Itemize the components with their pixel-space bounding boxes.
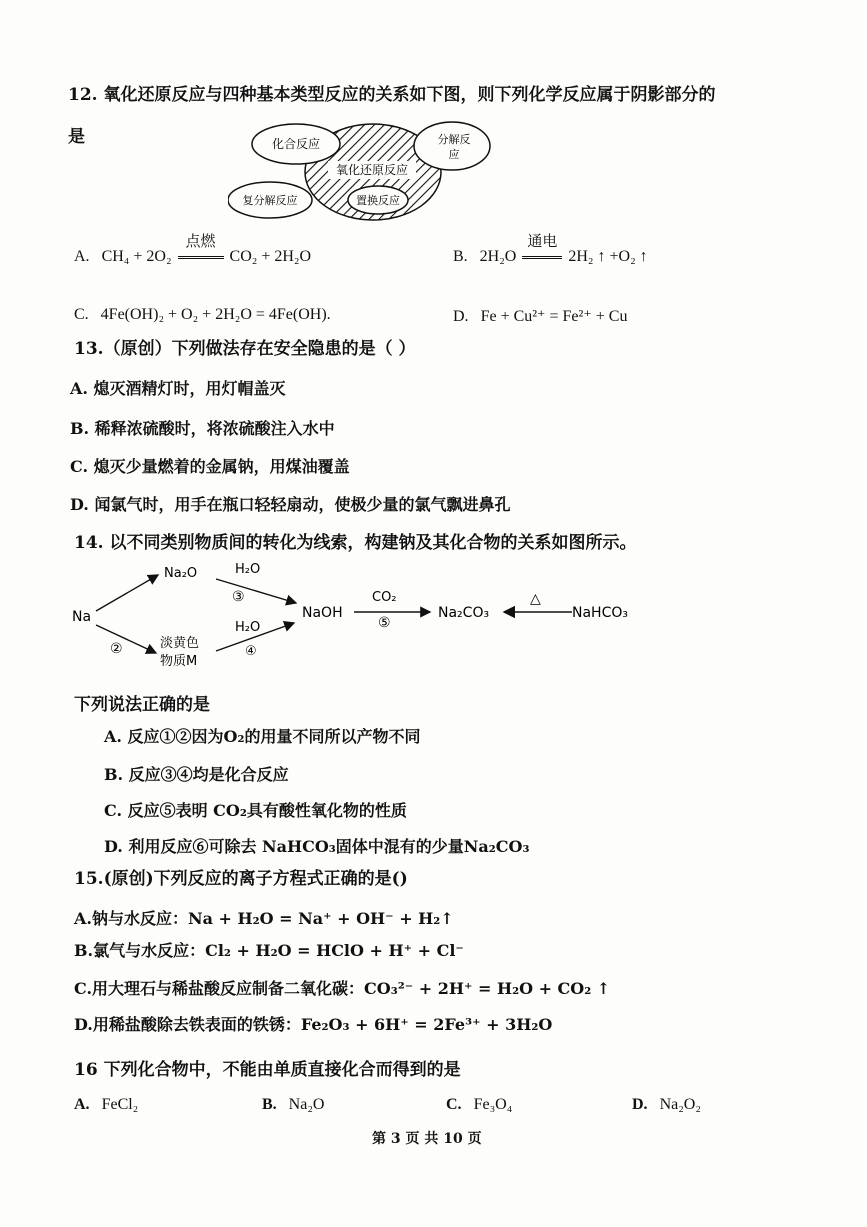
q12-option-a bbox=[74, 234, 312, 266]
q13-option-a: A. 熄灭酒精灯时，用灯帽盖灭 bbox=[70, 379, 286, 398]
naoh-node: NaOH bbox=[302, 605, 343, 621]
page-footer: 第 3 页 共 10 页 bbox=[372, 1131, 482, 1147]
q16-b-label: B. bbox=[262, 1096, 277, 1113]
double-displacement-label: 复分解反应 bbox=[242, 194, 298, 207]
q12-d-label: D. bbox=[453, 308, 469, 325]
q12-c-text: 4Fe(OH)₂ + O₂ + 2H₂O = 4Fe(OH). bbox=[100, 306, 331, 323]
delta-label: △ bbox=[530, 591, 541, 607]
q12-a-right: CO₂ + 2H₂O bbox=[229, 248, 312, 265]
q14-option-d: D. 利用反应⑥可除去 NaHCO₃固体中混有的少量Na₂CO₃ bbox=[104, 837, 530, 856]
na2co3-node: Na₂CO₃ bbox=[438, 605, 490, 621]
q16-option-a bbox=[74, 1096, 138, 1114]
q14-option-a: A. 反应①②因为O₂的用量不同所以产物不同 bbox=[104, 727, 421, 746]
sodium-reaction-diagram bbox=[60, 555, 660, 675]
decomposition-label-2: 应 bbox=[448, 148, 460, 161]
q12-a-label: A. bbox=[74, 248, 90, 265]
h2o-top-label: H₂O bbox=[235, 562, 261, 577]
q14-option-b: B. 反应③④均是化合反应 bbox=[104, 765, 289, 784]
q15-option-c: C.用大理石与稀盐酸反应制备二氧化碳：CO₃²⁻ + 2H⁺ = H₂O + CO₂ ↑ bbox=[74, 979, 611, 998]
q15-option-a: A.钠与水反应：Na + H₂O = Na⁺ + OH⁻ + H₂↑ bbox=[74, 909, 454, 928]
q12-option-b bbox=[453, 234, 648, 266]
q16-option-d bbox=[632, 1096, 701, 1114]
m-label-1: 淡黄色 bbox=[160, 636, 200, 651]
q16-b-text: Na₂O bbox=[288, 1096, 325, 1113]
combination-label: 化合反应 bbox=[271, 137, 321, 151]
q12-a-left: CH₄ + 2O₂ bbox=[101, 248, 172, 265]
q15-option-b: B.氯气与水反应：Cl₂ + H₂O = HClO + H⁺ + Cl⁻ bbox=[74, 941, 464, 960]
na2o-node: Na₂O bbox=[164, 566, 198, 581]
q12-a-condition: 点燃 bbox=[185, 234, 216, 250]
q12-stem-cont: 是 bbox=[68, 127, 85, 147]
q13-option-d: D. 闻氯气时，用手在瓶口轻轻扇动，使极少量的氯气飘进鼻孔 bbox=[70, 495, 511, 514]
q12-a-arrow bbox=[178, 234, 224, 266]
q14-option-c: C. 反应⑤表明 CO₂具有酸性氧化物的性质 bbox=[104, 801, 407, 820]
q12-stem: 12. 氧化还原反应与四种基本类型反应的关系如下图，则下列化学反应属于阴影部分的 bbox=[68, 85, 716, 105]
q16-c-text: Fe₃O₄ bbox=[473, 1096, 513, 1113]
nahco3-node: NaHCO₃ bbox=[572, 605, 628, 621]
redox-label: 氧化还原反应 bbox=[335, 163, 409, 177]
q14-stem: 14. 以不同类别物质间的转化为线索，构建钠及其化合物的关系如图所示。 bbox=[74, 533, 637, 553]
q15-option-d: D.用稀盐酸除去铁表面的铁锈：Fe₂O₃ + 6H⁺ = 2Fe³⁺ + 3H₂O bbox=[74, 1015, 553, 1034]
q16-option-c bbox=[446, 1096, 512, 1114]
q13-stem: 13.（原创）下列做法存在安全隐患的是（ ） bbox=[74, 339, 416, 359]
q16-d-text: Na₂O₂ bbox=[659, 1096, 701, 1113]
q13-option-b: B. 稀释浓硫酸时，将浓硫酸注入水中 bbox=[70, 419, 335, 438]
arrow-na-to-na2o bbox=[96, 575, 158, 611]
q16-c-label: C. bbox=[446, 1096, 462, 1113]
q12-option-c bbox=[74, 306, 331, 324]
co2-label: CO₂ bbox=[372, 590, 397, 605]
na-node: Na bbox=[72, 609, 92, 625]
q13-option-c: C. 熄灭少量燃着的金属钠，用煤油覆盖 bbox=[70, 457, 350, 476]
q16-a-label: A. bbox=[74, 1096, 90, 1113]
q12-option-d bbox=[453, 306, 627, 326]
q12-b-left: 2H₂O bbox=[479, 248, 517, 265]
q16-d-label: D. bbox=[632, 1096, 648, 1113]
displacement-label: 置换反应 bbox=[356, 194, 400, 207]
decomposition-ellipse bbox=[414, 122, 490, 170]
decomposition-label-1: 分解反 bbox=[437, 133, 471, 146]
arrow-na2o-to-naoh bbox=[216, 579, 296, 603]
q14-prompt: 下列说法正确的是 bbox=[74, 695, 210, 715]
q12-b-right: 2H₂ ↑ +O₂ ↑ bbox=[568, 248, 648, 265]
q12-b-condition: 通电 bbox=[527, 234, 558, 250]
step3-label: ③ bbox=[232, 589, 245, 605]
q12-d-text: Fe + Cu²⁺ = Fe²⁺ + Cu bbox=[480, 308, 628, 325]
q16-option-b bbox=[262, 1096, 324, 1114]
arrow-na-to-m bbox=[96, 625, 156, 653]
q12-c-label: C. bbox=[74, 306, 89, 323]
q12-b-label: B. bbox=[453, 248, 468, 265]
venn-diagram bbox=[228, 112, 508, 224]
step4-label: ④ bbox=[245, 644, 257, 659]
q16-stem: 16 下列化合物中，不能由单质直接化合而得到的是 bbox=[74, 1060, 461, 1080]
h2o-bottom-label: H₂O bbox=[235, 620, 261, 635]
step5-label: ⑤ bbox=[378, 615, 391, 631]
q16-a-text: FeCl₂ bbox=[101, 1096, 139, 1113]
q12-b-arrow bbox=[522, 234, 562, 266]
m-label-2: 物质M bbox=[160, 654, 198, 669]
q15-stem: 15.(原创)下列反应的离子方程式正确的是() bbox=[74, 869, 408, 889]
step2-label: ② bbox=[110, 641, 123, 657]
